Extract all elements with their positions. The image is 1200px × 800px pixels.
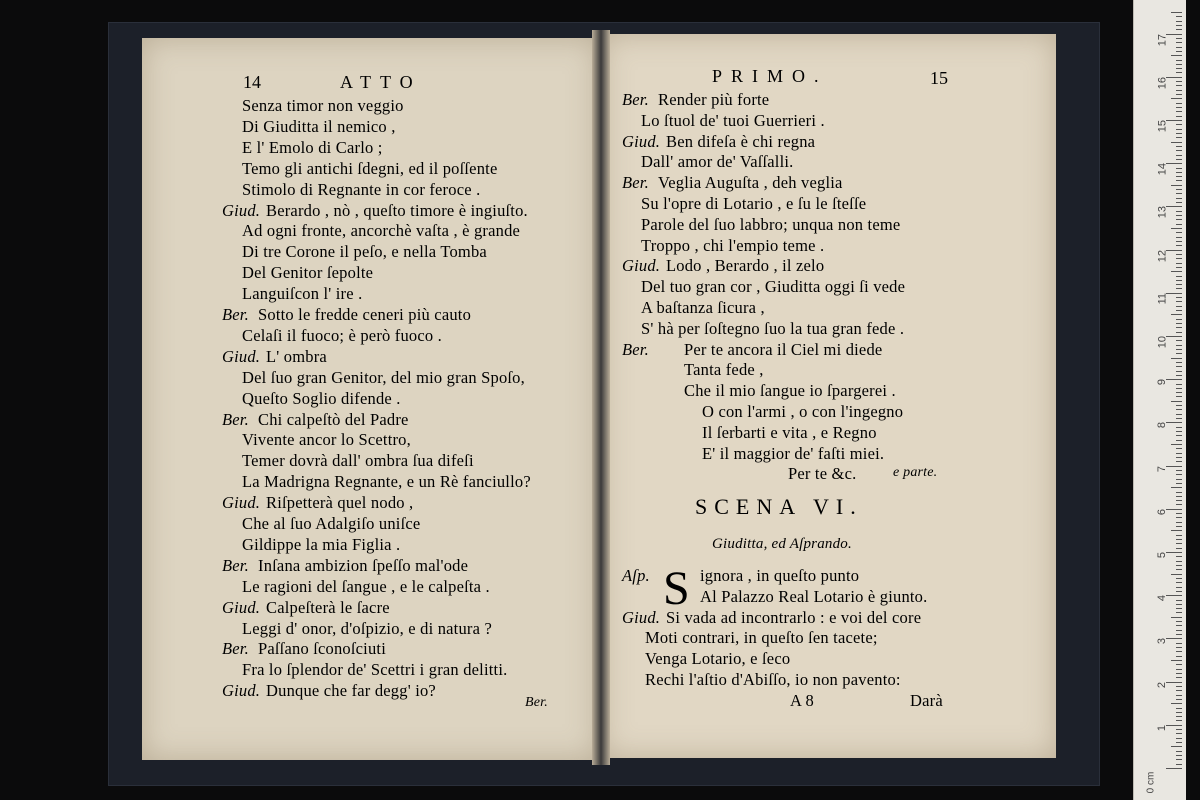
- measuring-ruler: [1133, 0, 1186, 800]
- ruler-tick: [1176, 483, 1182, 484]
- ruler-tick: [1176, 155, 1182, 156]
- ruler-tick: [1176, 405, 1182, 406]
- ruler-tick: [1176, 237, 1182, 238]
- verse-line: Lodo , Berardo , il zelo: [666, 256, 825, 276]
- verse-line: Senza timor non veggio: [242, 96, 404, 115]
- verse-line: Su l'opre di Lotario , e ſu le ſteſſe: [641, 194, 867, 213]
- speaker-label: Giud.: [622, 256, 661, 276]
- verse-line: S' hà per ſoſtegno ſuo la tua gran fede .: [641, 318, 905, 338]
- ruler-tick: [1176, 630, 1182, 631]
- ruler-tick: [1176, 522, 1182, 523]
- verse-line: Moti contrari, in queſto ſen tacete;: [645, 628, 878, 648]
- ruler-tick: [1166, 595, 1182, 596]
- ruler-tick: [1176, 16, 1182, 17]
- ruler-tick: [1176, 712, 1182, 713]
- ruler-tick: [1176, 224, 1182, 225]
- ruler-tick: [1176, 111, 1182, 112]
- ruler-tick: [1176, 284, 1182, 285]
- ruler-tick: [1176, 107, 1182, 108]
- ruler-tick: [1176, 384, 1182, 385]
- ruler-tick: [1176, 690, 1182, 691]
- ruler-tick: [1171, 444, 1182, 445]
- left-page-number: 14: [243, 72, 261, 92]
- ruler-number: 10: [1156, 336, 1168, 349]
- ruler-number: 15: [1156, 120, 1168, 133]
- book-gutter: [592, 30, 610, 765]
- verse-line: Si vada ad incontrarlo : e voi del core: [666, 607, 922, 627]
- ruler-tick: [1176, 664, 1182, 665]
- ruler-tick: [1171, 228, 1182, 229]
- ruler-tick: [1176, 569, 1182, 570]
- right-catchword: Darà: [910, 691, 943, 710]
- verse-line: Chi calpeſtò del Padre: [258, 409, 409, 429]
- ruler-tick: [1176, 435, 1182, 436]
- ruler-tick: [1176, 288, 1182, 289]
- verse-line: Sotto le fredde ceneri più cauto: [258, 305, 472, 324]
- ruler-tick: [1166, 466, 1182, 467]
- ruler-tick: [1176, 453, 1182, 454]
- verse-line: Del Genitor ſepolte: [242, 263, 374, 283]
- ruler-tick: [1176, 457, 1182, 458]
- ruler-tick: [1171, 12, 1182, 13]
- ruler-tick: [1176, 759, 1182, 760]
- speaker-label: Aſp.: [622, 566, 650, 585]
- ruler-tick: [1176, 656, 1182, 657]
- ruler-tick: [1176, 751, 1182, 752]
- speaker-label: Giud.: [622, 607, 661, 627]
- exit-note: e parte.: [893, 465, 938, 480]
- verse-line: Che al ſuo Adalgiſo uniſce: [242, 514, 421, 533]
- ruler-tick: [1166, 34, 1182, 35]
- ruler-tick: [1176, 90, 1182, 91]
- ruler-tick: [1176, 168, 1182, 169]
- ruler-tick: [1176, 245, 1182, 246]
- ruler-tick: [1176, 755, 1182, 756]
- ruler-tick: [1171, 487, 1182, 488]
- verse-line: Rechi l'aſtio d'Abiſſo, io non pavento:: [645, 670, 901, 689]
- right-page-number: 15: [930, 68, 948, 88]
- ruler-tick: [1176, 686, 1182, 687]
- ruler-tick: [1176, 600, 1182, 601]
- ruler-tick: [1176, 677, 1182, 678]
- ruler-tick: [1176, 310, 1182, 311]
- left-running-head: ATTO: [340, 72, 422, 92]
- verse-line: E' il maggior de' faſti miei.: [702, 443, 885, 463]
- ruler-tick: [1176, 582, 1182, 583]
- ruler-tick: [1176, 604, 1182, 605]
- ruler-number: 12: [1156, 249, 1168, 262]
- ruler-tick: [1176, 556, 1182, 557]
- verse-line: Di tre Corone il peſo, e nella Tomba: [242, 242, 487, 262]
- ruler-tick: [1176, 297, 1182, 298]
- ruler-tick: [1176, 392, 1182, 393]
- ruler-tick: [1176, 643, 1182, 644]
- speaker-label: Ber.: [222, 305, 249, 324]
- verse-line: Render più forte: [658, 90, 770, 109]
- ruler-tick: [1176, 669, 1182, 670]
- verse-line: Celaſi il fuoco; è però fuoco .: [242, 325, 443, 345]
- ruler-tick: [1176, 375, 1182, 376]
- ruler-tick: [1176, 651, 1182, 652]
- ruler-number: 2: [1156, 681, 1168, 688]
- ruler-tick: [1176, 496, 1182, 497]
- ruler-tick: [1176, 716, 1182, 717]
- ruler-tick: [1166, 768, 1182, 769]
- verse-line: L' ombra: [266, 346, 327, 366]
- ruler-tick: [1176, 180, 1182, 181]
- ruler-tick: [1176, 159, 1182, 160]
- ruler-tick: [1176, 332, 1182, 333]
- speaker-label: Ber.: [222, 409, 249, 429]
- ruler-tick: [1171, 314, 1182, 315]
- ruler-tick: [1176, 492, 1182, 493]
- scene-characters: Giuditta, ed Aſprando.: [712, 536, 852, 552]
- ruler-tick: [1176, 301, 1182, 302]
- ruler-tick: [1176, 202, 1182, 203]
- ruler-number: 8: [1156, 422, 1168, 429]
- speaker-label: Ber.: [622, 173, 649, 193]
- ruler-tick: [1176, 647, 1182, 648]
- ruler-tick: [1176, 349, 1182, 350]
- verse-line: O con l'armi , o con l'ingegno: [702, 402, 904, 421]
- ruler-tick: [1176, 85, 1182, 86]
- ruler-tick: [1166, 725, 1182, 726]
- verse-line: Dunque che far degg' io?: [266, 681, 436, 701]
- ruler-tick: [1171, 142, 1182, 143]
- verse-line: Tanta fede ,: [684, 360, 764, 380]
- ruler-tick: [1176, 526, 1182, 527]
- ruler-tick: [1176, 68, 1182, 69]
- verse-line: Fra lo ſplendor de' Scettri i gran delitti.: [242, 660, 508, 680]
- verse-line: Dall' amor de' Vaſſalli.: [641, 152, 794, 172]
- ruler-tick: [1176, 103, 1182, 104]
- speaker-label: Giud.: [222, 681, 261, 701]
- ruler-tick: [1166, 250, 1182, 251]
- verse-line: Berardo , nò , queſto timore è ingiuſto.: [266, 200, 528, 220]
- ruler-tick: [1176, 418, 1182, 419]
- drop-cap: S: [663, 562, 690, 615]
- ruler-tick: [1166, 77, 1182, 78]
- ruler-tick: [1176, 440, 1182, 441]
- ruler-tick: [1176, 267, 1182, 268]
- verse-line: Ad ogni fronte, ancorchè vaſta , è grande: [242, 221, 521, 241]
- ruler-tick: [1176, 129, 1182, 130]
- ruler-tick: [1176, 81, 1182, 82]
- speaker-label: Ber.: [622, 339, 649, 359]
- ruler-tick: [1176, 64, 1182, 65]
- verse-line: Temo gli antichi ſdegni, ed il poſſente: [242, 158, 498, 178]
- ruler-tick: [1176, 414, 1182, 415]
- ruler-tick: [1176, 733, 1182, 734]
- ruler-tick: [1171, 401, 1182, 402]
- ruler-tick: [1176, 474, 1182, 475]
- ruler-tick: [1176, 513, 1182, 514]
- ruler-tick: [1176, 362, 1182, 363]
- ruler-tick: [1176, 29, 1182, 30]
- scene-title: SCENA VI.: [695, 494, 863, 519]
- ruler-tick: [1176, 189, 1182, 190]
- ruler-tick: [1176, 608, 1182, 609]
- ruler-tick: [1171, 660, 1182, 661]
- ruler-tick: [1176, 470, 1182, 471]
- verse-line: Del tuo gran cor , Giuditta oggi ſi vede: [641, 277, 906, 297]
- ruler-tick: [1176, 211, 1182, 212]
- ruler-tick: [1171, 358, 1182, 359]
- verse-line: Al Palazzo Real Lotario è giunto.: [700, 586, 928, 606]
- verse-line: Calpeſterà le ſacre: [266, 597, 390, 617]
- ruler-tick: [1176, 263, 1182, 264]
- ruler-tick: [1166, 206, 1182, 207]
- ruler-tick: [1176, 133, 1182, 134]
- ruler-tick: [1176, 345, 1182, 346]
- speaker-label: Giud.: [222, 597, 261, 617]
- ruler-tick: [1176, 699, 1182, 700]
- verse-line: Venga Lotario, e ſeco: [645, 649, 791, 669]
- ruler-tick: [1176, 578, 1182, 579]
- ruler-tick: [1171, 55, 1182, 56]
- ruler-tick: [1176, 47, 1182, 48]
- signature-mark: A 8: [790, 691, 814, 710]
- ruler-tick: [1171, 271, 1182, 272]
- speaker-label: Giud.: [222, 200, 261, 220]
- verse-line: Che il mio ſangue io ſpargerei .: [684, 381, 896, 401]
- ruler-tick: [1176, 742, 1182, 743]
- verse-line: Troppo , chi l'empio teme .: [641, 235, 825, 255]
- ruler-tick: [1176, 517, 1182, 518]
- ruler-tick: [1176, 21, 1182, 22]
- ruler-tick: [1176, 306, 1182, 307]
- ruler-tick: [1171, 617, 1182, 618]
- ruler-tick: [1176, 500, 1182, 501]
- ruler-tick: [1176, 51, 1182, 52]
- ruler-tick: [1171, 703, 1182, 704]
- verse-line: Leggi d' onor, d'oſpizio, e di natura ?: [242, 618, 492, 638]
- verse-line: Paſſano ſconoſciuti: [258, 639, 386, 659]
- ruler-tick: [1176, 729, 1182, 730]
- speaker-label: Giud.: [622, 131, 661, 151]
- ruler-tick: [1176, 591, 1182, 592]
- verse-line: Inſana ambizion ſpeſſo mal'ode: [258, 555, 469, 575]
- speaker-label: Ber.: [222, 639, 249, 659]
- ruler-number: 4: [1156, 595, 1168, 602]
- ruler-tick: [1176, 340, 1182, 341]
- ruler-tick: [1176, 116, 1182, 117]
- verse-line: ignora , in queſto punto: [700, 566, 860, 585]
- verse-line: Ben difeſa è chi regna: [666, 131, 816, 151]
- ruler-tick: [1176, 708, 1182, 709]
- ruler-tick: [1166, 336, 1182, 337]
- ruler-tick: [1176, 150, 1182, 151]
- ruler-tick: [1176, 146, 1182, 147]
- ruler-tick: [1176, 448, 1182, 449]
- ruler-tick: [1176, 504, 1182, 505]
- ruler-tick: [1176, 172, 1182, 173]
- verse-line: Lo ſtuol de' tuoi Guerrieri .: [641, 110, 825, 130]
- ruler-tick: [1166, 120, 1182, 121]
- verse-line: Il ſerbarti e vita , e Regno: [702, 422, 877, 442]
- ruler-tick: [1176, 371, 1182, 372]
- ruler-tick: [1176, 634, 1182, 635]
- ruler-tick: [1176, 720, 1182, 721]
- ruler-tick: [1176, 25, 1182, 26]
- ruler-tick: [1171, 185, 1182, 186]
- ruler-tick: [1176, 539, 1182, 540]
- ruler-tick: [1176, 319, 1182, 320]
- verse-line: Riſpetterà quel nodo ,: [266, 493, 414, 513]
- ruler-number: 7: [1156, 465, 1168, 472]
- ruler-tick: [1176, 764, 1182, 765]
- ruler-tick: [1176, 587, 1182, 588]
- ruler-tick: [1176, 176, 1182, 177]
- ruler-tick: [1176, 94, 1182, 95]
- speaker-label: Ber.: [222, 555, 249, 575]
- ruler-tick: [1176, 621, 1182, 622]
- ruler-tick: [1166, 509, 1182, 510]
- ruler-tick: [1176, 198, 1182, 199]
- ruler-tick: [1176, 323, 1182, 324]
- ruler-number: 3: [1156, 638, 1168, 645]
- ruler-tick: [1171, 530, 1182, 531]
- ruler-tick: [1176, 219, 1182, 220]
- verse-line: Del ſuo gran Genitor, del mio gran Spoſo,: [242, 367, 525, 387]
- ruler-tick: [1166, 552, 1182, 553]
- ruler-tick: [1176, 258, 1182, 259]
- ruler-tick: [1176, 38, 1182, 39]
- ruler-tick: [1176, 409, 1182, 410]
- ruler-tick: [1176, 280, 1182, 281]
- verse-line: Stimolo di Regnante in cor feroce .: [242, 179, 481, 199]
- ruler-number: 14: [1156, 163, 1168, 176]
- left-catchword: Ber.: [525, 695, 548, 710]
- right-running-head: PRIMO.: [712, 66, 828, 86]
- verse-line: Per te ancora il Ciel mi diede: [684, 339, 883, 359]
- ruler-unit-label: 0 cm: [1145, 771, 1157, 794]
- ruler-tick: [1176, 738, 1182, 739]
- ruler-number: 1: [1156, 724, 1168, 731]
- ruler-tick: [1176, 461, 1182, 462]
- verse-line: E l' Emolo di Carlo ;: [242, 137, 383, 157]
- ruler-tick: [1176, 565, 1182, 566]
- speaker-label: Giud.: [222, 346, 261, 366]
- ruler-tick: [1176, 543, 1182, 544]
- verse-line: Le ragioni del ſangue , e le calpeſta .: [242, 576, 490, 596]
- ruler-tick: [1176, 535, 1182, 536]
- ruler-tick: [1176, 241, 1182, 242]
- ruler-number: 9: [1156, 379, 1168, 386]
- ruler-tick: [1176, 215, 1182, 216]
- verse-line: Vivente ancor lo Scettro,: [242, 430, 411, 450]
- verse-line: Per te &c.: [788, 464, 857, 484]
- ruler-number: 11: [1156, 292, 1168, 305]
- speaker-label: Ber.: [622, 90, 649, 109]
- verse-line: Temer dovrà dall' ombra ſua difeſi: [242, 451, 474, 471]
- ruler-tick: [1176, 72, 1182, 73]
- ruler-tick: [1176, 695, 1182, 696]
- ruler-tick: [1176, 124, 1182, 125]
- ruler-tick: [1176, 137, 1182, 138]
- ruler-tick: [1176, 327, 1182, 328]
- ruler-number: 17: [1156, 33, 1168, 46]
- ruler-tick: [1166, 379, 1182, 380]
- ruler-tick: [1176, 548, 1182, 549]
- ruler-tick: [1171, 746, 1182, 747]
- ruler-tick: [1176, 254, 1182, 255]
- ruler-tick: [1176, 427, 1182, 428]
- ruler-tick: [1166, 682, 1182, 683]
- ruler-tick: [1171, 98, 1182, 99]
- ruler-tick: [1176, 353, 1182, 354]
- ruler-tick: [1176, 396, 1182, 397]
- ruler-number: 16: [1156, 76, 1168, 90]
- ruler-tick: [1176, 431, 1182, 432]
- ruler-tick: [1176, 673, 1182, 674]
- ruler-tick: [1176, 388, 1182, 389]
- ruler-number: 13: [1156, 206, 1168, 219]
- ruler-tick: [1176, 60, 1182, 61]
- speaker-label: Giud.: [222, 493, 261, 513]
- ruler-tick: [1176, 561, 1182, 562]
- verse-line: A baſtanza ſicura ,: [641, 298, 765, 317]
- ruler-tick: [1176, 366, 1182, 367]
- ruler-tick: [1176, 276, 1182, 277]
- verse-line: Veglia Auguſta , deh veglia: [658, 173, 843, 193]
- ruler-tick: [1166, 638, 1182, 639]
- verse-line: Parole del ſuo labbro; unqua non teme: [641, 214, 901, 234]
- verse-line: Gildippe la mia Figlia .: [242, 534, 401, 554]
- ruler-tick: [1166, 422, 1182, 423]
- verse-line: La Madrigna Regnante, e un Rè fanciullo?: [242, 472, 531, 492]
- ruler-tick: [1176, 612, 1182, 613]
- ruler-number: 5: [1156, 552, 1168, 559]
- ruler-tick: [1176, 479, 1182, 480]
- verse-line: Queſto Soglio difende .: [242, 388, 401, 408]
- ruler-tick: [1171, 574, 1182, 575]
- ruler-tick: [1176, 193, 1182, 194]
- ruler-tick: [1176, 625, 1182, 626]
- ruler-tick: [1176, 42, 1182, 43]
- ruler-tick: [1166, 163, 1182, 164]
- ruler-tick: [1176, 232, 1182, 233]
- verse-line: Di Giuditta il nemico ,: [242, 116, 396, 136]
- verse-line: Languiſcon l' ire .: [242, 284, 363, 304]
- ruler-number: 6: [1156, 508, 1168, 515]
